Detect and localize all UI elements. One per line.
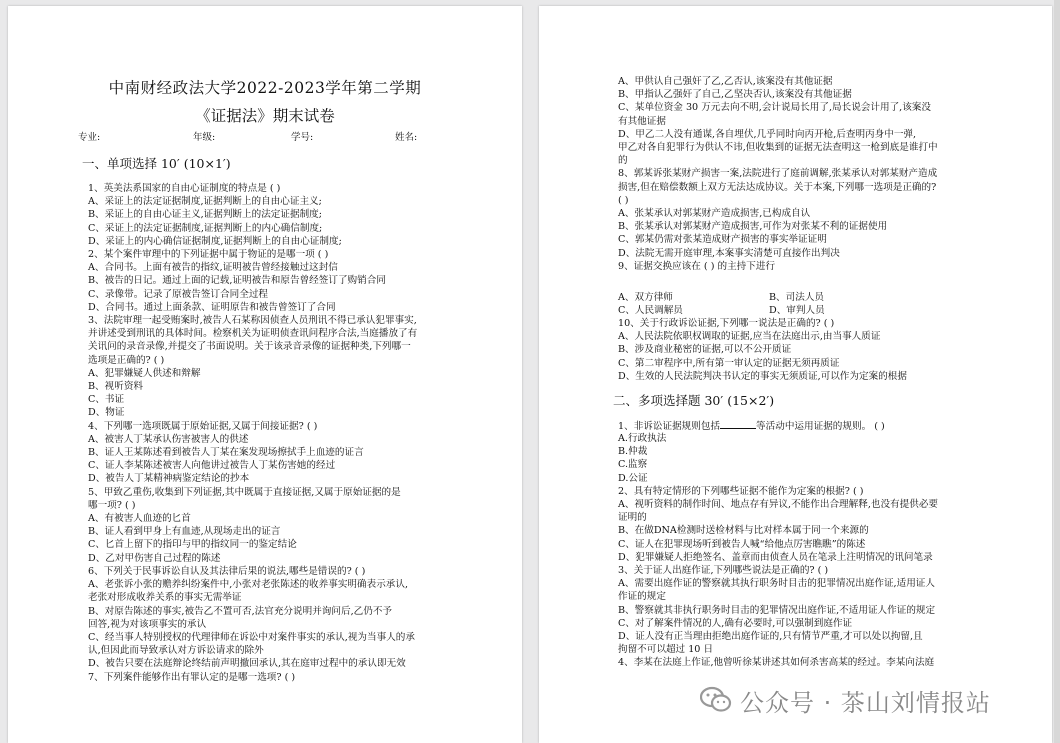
multi-q1-prefix: 1、非诉讼证据规则包括 [618, 421, 721, 432]
text-line: A、有被害人血迹的匕首 [88, 513, 191, 525]
exam-page-1 [8, 6, 522, 743]
text-line: C、第二审程序中,所有第一审认定的证据无须再质证 [618, 357, 840, 369]
text-line: 哪一项? ( ) [88, 499, 136, 511]
text-line: D、采证上的内心确信证据制度,证据判断上的自由心证制度; [88, 235, 342, 247]
text-line: 并讲述受到刑讯的具体时间。检察机关为证明侦查讯问程序合法,当庭播放了有 [88, 328, 418, 340]
text-line: 10、关于行政诉讼证据,下列哪一说法是正确的? ( ) [618, 318, 835, 329]
multi-q1-suffix: 等活动中运用证据的规则。 ( ) [756, 421, 885, 432]
text-line: B、证人看到甲身上有血迹,从现场走出的证言 [88, 526, 281, 538]
text-line: A、采证上的法定证据制度,证据判断上的自由心证主义; [88, 196, 322, 208]
text-line: A、老张诉小张的赡养纠纷案件中,小张对老张陈述的收养事实明确表示承认, [88, 579, 409, 591]
text-line: C、证人李某陈述被害人向他讲过被告人丁某伤害她的经过 [88, 460, 336, 472]
text-line: C.监察 [618, 459, 648, 471]
text-line: 认,但因此而导致承认对方诉讼请求的除外 [88, 645, 264, 657]
text-line: C、证人在犯罪现场听到被告人喊“给他点厉害瞧瞧”的陈述 [618, 538, 866, 550]
scrollbar-track[interactable] [1054, 0, 1060, 743]
wechat-icon [700, 686, 732, 714]
text-line: B、在做DNA检测时送检材料与比对样本属于同一个来源的 [618, 525, 869, 537]
text-line: 的 [618, 155, 628, 167]
text-line: B、视听资料 [88, 381, 144, 393]
page-2-text-mid [618, 317, 907, 383]
section-1-heading: 一、单项选择 10′ (10×1′) [82, 156, 231, 171]
text-line: D、物证 [88, 407, 125, 419]
answer-blank [720, 419, 756, 429]
text-line: B、被告的日记。通过上面的记载,证明被告和原告曾经签订了购销合同 [88, 275, 386, 287]
page-2-text-bottom [618, 432, 938, 670]
text-line: A、被害人丁某承认伤害被害人的供述 [88, 433, 249, 445]
q9-options-row-1 [618, 291, 673, 304]
text-line: A、需要出庭作证的警察就其执行职务时目击的犯罪情况出庭作证,适用证人 [618, 578, 935, 590]
text-line: B、甲指认乙强奸了自己,乙坚决否认,该案没有其他证据 [618, 89, 852, 101]
text-line: 9、证据交换应该在 ( ) 的主持下进行 [618, 260, 776, 272]
text-line: C、采证上的法定证据制度,证据判断上的内心确信制度; [88, 222, 323, 234]
text-line: D、甲乙二人没有通谋,各自埋伏,几乎同时向丙开枪,后查明丙身中一弹, [618, 128, 917, 140]
text-line: 4、下列哪一选项既属于原始证据,又属于间接证据? ( ) [88, 420, 318, 432]
field-name: 姓名: [395, 132, 418, 143]
text-line: D、法院无需开庭审理,本案事实清楚可直接作出判决 [618, 247, 840, 259]
text-line: 6、下列关于民事诉讼自认及其法律后果的说法,哪些是错误的? ( ) [88, 565, 366, 577]
text-line: 2、某个案件审理中的下列证据中属于物证的是哪一项 ( ) [88, 249, 329, 261]
text-line: A、张某承认对郭某财产造成损害,已构成自认 [618, 208, 811, 220]
q9-option-b: B、司法人员 [769, 292, 825, 303]
text-line: 拘留不可以超过 10 日 [618, 644, 714, 656]
text-line: B.仲裁 [618, 446, 648, 458]
text-line: B、证人王某陈述看到被告人丁某在案发现场擦拭手上血迹的证言 [88, 447, 364, 459]
text-line: 选项是正确的? ( ) [88, 354, 165, 366]
text-line: B、对原告陈述的事实,被告乙不置可否,法官充分说明并询问后,乙仍不予 [88, 605, 393, 617]
text-line: 5、甲致乙重伤,收集到下列证据,其中既属于直接证据,又属于原始证据的是 [88, 486, 401, 498]
text-line: 8、郭某诉张某财产损害一案,法院进行了庭前调解,张某承认对郭某财产造成 [618, 168, 938, 180]
exam-page-2 [539, 6, 1052, 743]
text-line: C、书证 [88, 394, 125, 406]
text-line: A、人民法院依职权调取的证据,应当在法庭出示,由当事人质证 [618, 331, 881, 343]
text-line: A、犯罪嫌疑人供述和辩解 [88, 367, 201, 379]
text-line: 3、关于证人出庭作证,下列哪些说法是正确的? ( ) [618, 565, 829, 577]
text-line: D、证人没有正当理由拒绝出庭作证的,只有情节严重,才可以处以拘留,且 [618, 631, 923, 643]
text-line: D、被告人丁某精神病鉴定结论的抄本 [88, 473, 250, 485]
text-line: C、经当事人特别授权的代理律师在诉讼中对案件事实的承认,视为当事人的承 [88, 631, 415, 643]
field-grade: 年级: [193, 132, 216, 143]
text-line: D、合同书。通过上面条款、证明原告和被告曾签订了合同 [88, 301, 336, 313]
text-line: B、采证上的自由心证主义,证据判断上的法定证据制度; [88, 209, 322, 221]
text-line: 作证的规定 [618, 591, 666, 603]
field-major: 专业: [78, 132, 101, 143]
text-line: B、警察就其非执行职务时目击的犯罪情况出庭作证,不适用证人作证的规定 [618, 604, 936, 616]
text-line: B、张某承认对郭某财产造成损害,可作为对张某不利的证据使用 [618, 221, 888, 233]
text-line: C、对了解案件情况的人,确有必要时,可以强制到庭作证 [618, 617, 853, 629]
q9-options-row-2 [618, 304, 683, 317]
watermark [700, 683, 991, 717]
text-line: C、郭某仍需对张某造成财产损害的事实举证证明 [618, 234, 827, 246]
text-line: 1、英美法系国家的自由心证制度的特点是 ( ) [88, 183, 281, 194]
text-line: D、被告只要在法庭辩论终结前声明撤回承认,其在庭审过程中的承认即无效 [88, 658, 406, 670]
text-line: D.公证 [618, 472, 648, 484]
exam-title: 中南财经政法大学2022-2023学年第二学期 [108, 79, 422, 97]
text-line: A.行政执法 [618, 433, 667, 444]
text-line: B、涉及商业秘密的证据,可以不公开质证 [618, 344, 792, 356]
text-line: C、某单位资金 30 万元去向不明,会计说局长用了,局长说会计用了,该案没 [618, 102, 932, 114]
exam-subtitle: 《证据法》期末试卷 [195, 107, 335, 125]
watermark-text: 公众号 · 茶山刘情报站 [740, 688, 991, 717]
text-line: C、录像带。记录了原被告签订合同全过程 [88, 288, 269, 300]
text-line: A、视听资料的制作时间、地点存有异议,不能作出合理解释,也没有提供必要 [618, 499, 939, 511]
text-line: 老张对形成收养关系的事实无需举证 [88, 592, 242, 604]
page-2-text-top [618, 75, 938, 273]
text-line: 甲乙对各自犯罪行为供认不讳,但收集到的证据无法查明这一枪到底是谁打中 [618, 142, 938, 154]
q9-options-col-2 [769, 291, 824, 304]
q9-option-d: D、审判人员 [769, 305, 825, 316]
q9-option-c: C、人民调解员 [618, 305, 683, 316]
page-1-text [88, 182, 417, 684]
text-line: D、犯罪嫌疑人拒绝签名、盖章而由侦查人员在笔录上注明情况的讯问笔录 [618, 551, 933, 563]
text-line: 损害,但在赔偿数额上双方无法达成协议。关于本案,下列哪一选项是正确的? [618, 181, 937, 193]
text-line: 关讯问的录音录像,并提交了书面说明。关于该录音录像的证据种类,下列哪一 [88, 341, 411, 353]
text-line: C、匕首上留下的指印与甲的指纹同一的鉴定结论 [88, 539, 297, 551]
text-line: 7、下列案件能够作出有罪认定的是哪一选项? ( ) [88, 671, 296, 683]
section-2-heading: 二、多项选择题 30′ (15×2′) [613, 393, 775, 408]
text-line: A、甲供认自己强奸了乙,乙否认,该案没有其他证据 [618, 76, 833, 87]
field-student-no: 学号: [291, 132, 314, 143]
text-line: 有其他证据 [618, 115, 666, 127]
text-line: 3、法院审理一起受贿案时,被告人石某称因侦查人员刑讯不得已承认犯罪事实, [88, 315, 417, 327]
text-line: D、乙对甲伤害自己过程的陈述 [88, 552, 221, 564]
text-line: 4、李某在法庭上作证,他曾听徐某讲述其如何杀害高某的经过。李某向法庭 [618, 657, 935, 669]
text-line: 2、具有特定情形的下列哪些证据不能作为定案的根据? ( ) [618, 485, 864, 497]
q9-option-a: A、双方律师 [618, 292, 673, 303]
text-line: D、生效的人民法院判决书认定的事实无须质证,可以作为定案的根据 [618, 370, 907, 382]
text-line: 证明的 [618, 512, 647, 524]
text-line: A、合同书。上面有被告的指纹,证明被告曾经接触过这封信 [88, 262, 338, 274]
q9-options-col-2b [769, 304, 825, 317]
text-line: 回答,视为对该项事实的承认 [88, 618, 207, 630]
text-line: ( ) [618, 194, 629, 206]
